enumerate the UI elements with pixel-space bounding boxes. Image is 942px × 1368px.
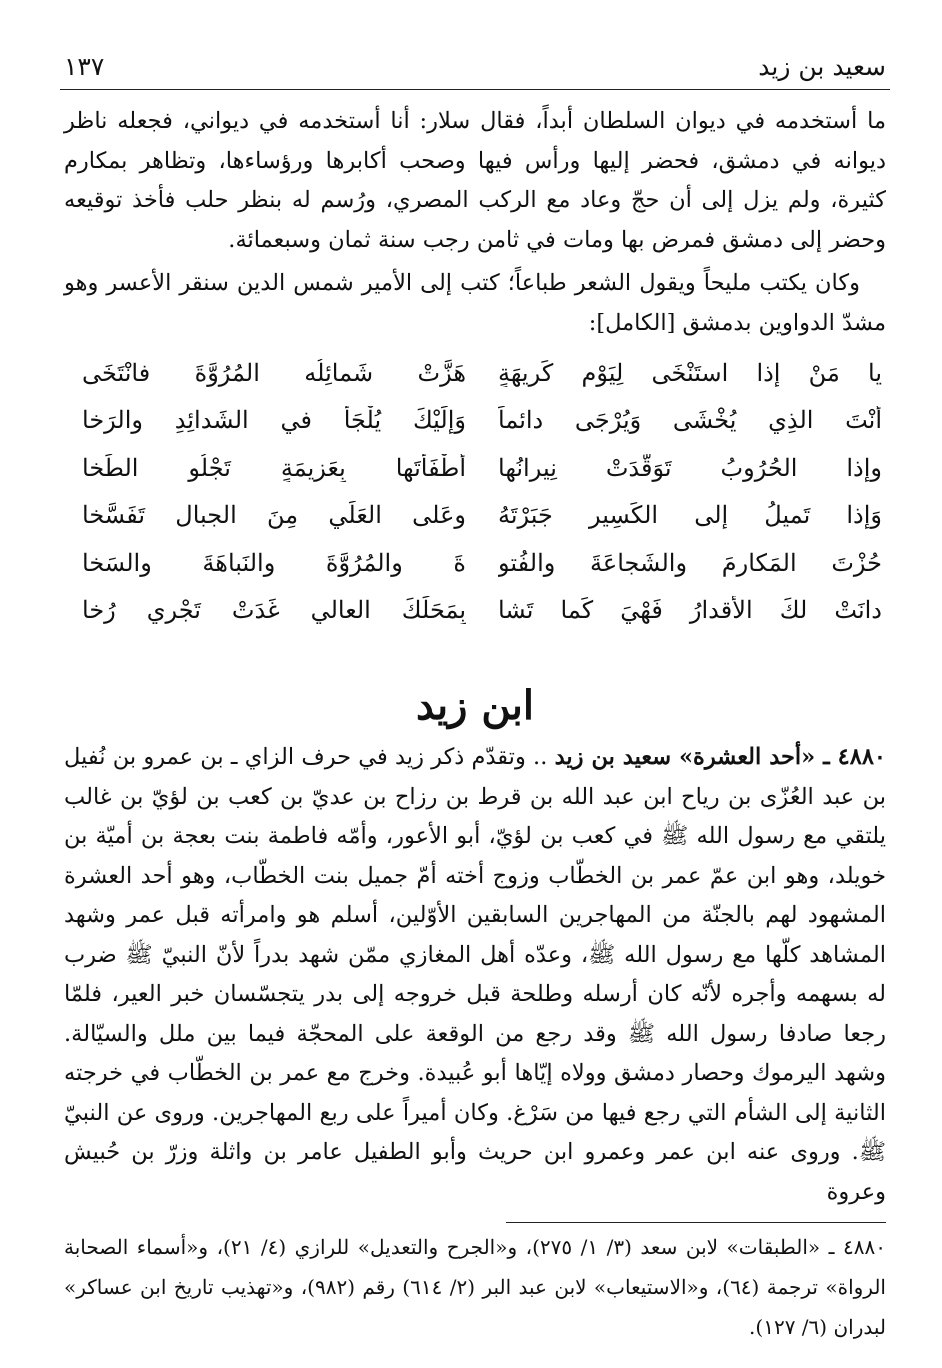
verse-second-hemistich: هَزَّتْ شَمائِلُه المُرُوَّةَ فانْتَخَى (82, 358, 466, 387)
entry-heading: ٤٨٨٠ ـ «أحد العشرة» سعيد بن زيد (554, 744, 887, 770)
verse-first-hemistich: وإذا الحُرُوبُ تَوَقَّدَتْ نِيرانُها (498, 453, 882, 482)
verse (82, 587, 882, 635)
verse-second-hemistich: وَإلَيْكَ يُلْجَأُ في الشَدائِدِ والرَخا (82, 406, 466, 435)
book-page (60, 52, 890, 1367)
page-header (60, 52, 890, 90)
verse-second-hemistich: وعَلى العَلِّي مِنَ الجبالِ تَفَسَّخا (82, 501, 466, 530)
verse (82, 349, 882, 397)
verse (82, 492, 882, 540)
paragraph-2: وكان يكتب مليحاً ويقول الشعر طباعاً؛ كتب إلى الأمير شمس الدين سنقر الأعسر وهو مشدّ الدواوين بدمشق [الكامل]: (64, 270, 886, 336)
verse-first-hemistich: أَنْتَ الذِي يُخْشَى وَيُرْجَى دائماً (498, 406, 882, 435)
verse-second-hemistich: بِمَحَلِّكَ العالي غَدَتْ تَجْري رُخا (82, 596, 466, 625)
footnote-divider (506, 1222, 886, 1223)
verse (82, 397, 882, 445)
verse-first-hemistich: وَإذا تَميلُ إلى الكَسِيرِ جَبَرْتَهُ (498, 501, 882, 530)
verse-first-hemistich: دانَتْ لكَ الأَقدارُ فَهْيَ كَما تَشا (498, 596, 882, 625)
verse-second-hemistich: أطْفَأتَها بِعَزِيمَةٍ تَجْلُو الطَخا (82, 453, 466, 482)
paragraph-1: ما أستخدمه في ديوان السلطان أبداً، فقال سلار: أنا أستخدمه في ديواني، فجعله ناظر ديوانه في دمشق، فحضر إليها ورأس فيها وصحب أكابرها ورؤساءها، وتظاهر بمكارم كثيرة، ولم يزل إلى أن حجّ وعاد مع الركب المصري، ورُسم له بنظر حلب فأخذ توقيعه وحضر إلى دمشق فمرض بها ومات في ثامن رجب سنة ثمان وسبعمائة. (64, 108, 886, 253)
verse (82, 444, 882, 492)
entry-body: .. وتقدّم ذكر زيد في حرف الزاي ـ بن عمرو بن نُفيل بن عبد العُزّى بن رياح ابن عبد الله بن قرط بن رزاح بن عديّ بن كعب بن لؤيّ بن غالب يلتقي مع رسول الله ﷺ في كعب بن لؤيّ، أبو الأعور، وأمّه فاطمة بنت بعجة بن أميّة بن خويلد، وهو ابن عمّ عمر بن الخطّاب وزوج أخته أمّ جميل بنت الخطّاب، وهو أحد العشرة المشهود لهم بالجنّة من المهاجرين السابقين الأوّلين، أسلم هو وامرأته قبل عمر وشهد المشاهد كلّها مع رسول الله ﷺ، وعدّه أهل المغازي ممّن شهد بدراً لأنّ النبيّ ﷺ ضرب له بسهمه وأجره لأنّه كان أرسله وطلحة قبل خروجه إلى بدر يتجسّسان خبر العير، فلمّا رجعا صادفا رسول الله ﷺ وقد رجع من الوقعة على المحجّة فيما بين ملل والسيّالة. وشهد اليرموك وحصار دمشق وولاه إيّاها أبو عُبيدة. وخرج مع عمر بن الخطّاب في خرجته الثانية إلى الشأم التي رجع فيها من سَرْغ. وكان أميراً على ربع المهاجرين. وروى عن النبيّ ﷺ. وروى عنه ابن عمر وعمرو ابن حريث وأبو الطفيل عامر بن واثلة وزرّ بن حُبيش وعروة (64, 744, 886, 1205)
running-title: سعيد بن زيد (758, 52, 886, 81)
verse-first-hemistich: يا مَنْ إذا استَنْخَى لِيَوْمِ كَريهَةٍ (498, 358, 882, 387)
verse-second-hemistich: ةَ والمُرُوَّةَ والنَباهَةَ والسَخا (82, 548, 466, 577)
verse (82, 539, 882, 587)
poem (60, 349, 890, 634)
footnote: ٤٨٨٠ ـ «الطبقات» لابن سعد (٣/ ١/ ٢٧٥)، و«الجرح والتعديل» للرازي (٤/ ٢١)، و«أسماء الصحابة الرواة» ترجمة (٦٤)، و«الاستيعاب» لابن عبد البر (٢/ ٦١٤) رقم (٩٨٢)، و«تهذيب تاريخ ابن عساكر» لبدران (٦/ ١٢٧). (64, 1235, 886, 1339)
page-number: ١٣٧ (64, 52, 105, 81)
entry-paragraph (60, 738, 890, 1212)
section-title: ابن زيد (415, 682, 535, 729)
verse-first-hemistich: حُزْتَ المَكارِمَ والشَجاعَةَ والفُتو (498, 548, 882, 577)
